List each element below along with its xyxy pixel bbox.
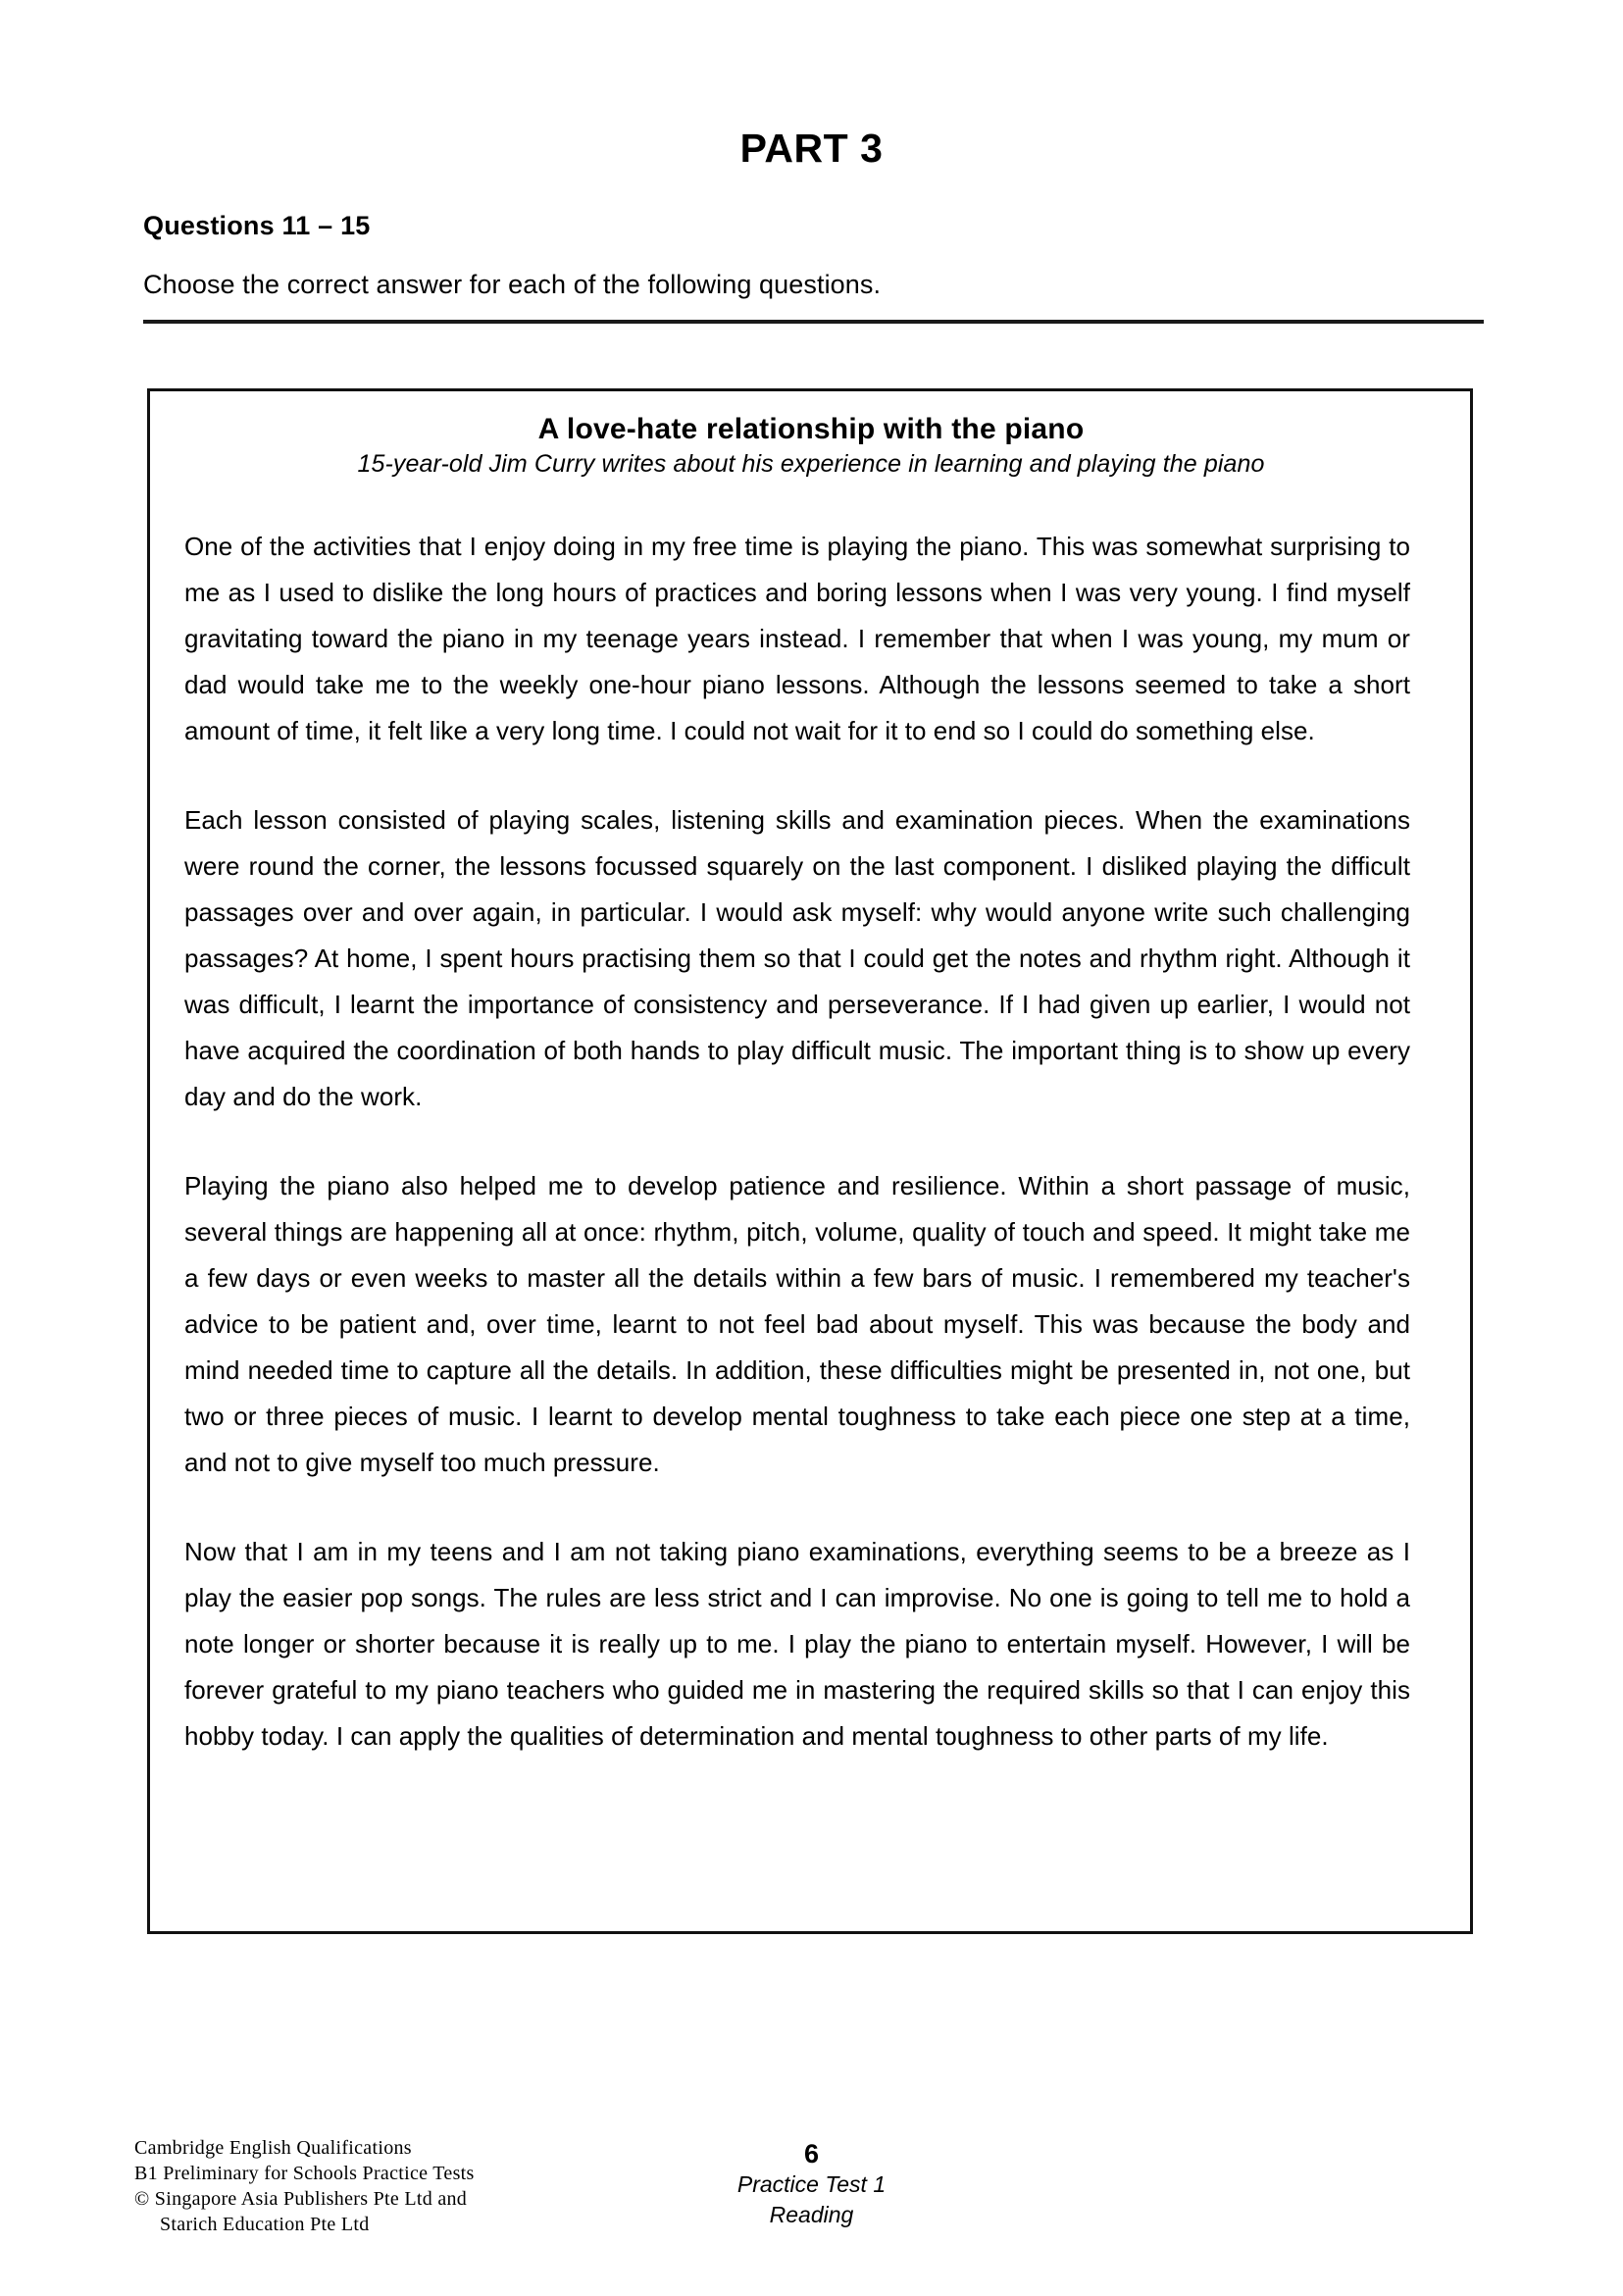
passage-paragraph: Playing the piano also helped me to develop patience and resilience. Within a short passage of music, several things are happening all at once: rhythm, pitch, volume, quality of touch and speed. It might take me a few days or even weeks to master all the details within a few bars of music. I remembered my teacher's advice to be patient and, over time, learnt to not feel bad about myself. This was because the body and mind needed time to capture all the details. In addition, these difficulties might be presented in, not one, but two or three pieces of music. I learnt to develop mental toughness to take each piece one step at a time, and not to give myself too much pressure.: [184, 1171, 1410, 1477]
footer-publisher-line-3: © Singapore Asia Publishers Pte Ltd and: [134, 2188, 468, 2210]
footer-publisher-line-1: Cambridge English Qualifications: [134, 2137, 412, 2159]
footer-publisher-line-2: B1 Preliminary for Schools Practice Tests: [134, 2163, 475, 2184]
passage-body: [184, 524, 1410, 1760]
footer-test-label: Practice Test 1: [736, 2171, 887, 2197]
page-title: PART 3: [739, 126, 884, 171]
passage-content: [178, 413, 1445, 1760]
passage-title: A love-hate relationship with the piano: [537, 413, 1085, 445]
footer-section-label: Reading: [769, 2202, 854, 2227]
footer-publisher-line-4: Starich Education Pte Ltd: [160, 2214, 370, 2235]
passage-paragraph: Each lesson consisted of playing scales, listening skills and examination pieces. When the examinations were round the corner, the lessons focussed squarely on the last component. I disliked playing the difficult passages over and over again, in particular. I would ask myself: why would anyone write such challenging passages? At home, I spent hours practising them so that I could get the notes and rhythm right. Although it was difficult, I learnt the importance of consistency and perseverance. If I had given up earlier, I would not have acquired the coordination of both hands to play difficult music. The important thing is to show up every day and do the work.: [184, 805, 1410, 1111]
page-number: 6: [803, 2139, 820, 2168]
reading-passage-box: [147, 388, 1473, 1934]
instruction-text: Choose the correct answer for each of the following questions.: [143, 270, 882, 299]
passage-paragraph: Now that I am in my teens and I am not taking piano examinations, everything seems to be a breeze as I play the easier pop songs. The rules are less strict and I can improvise. No one is going to tell me to hold a note longer or shorter because it is really up to me. I play the piano to entertain myself. However, I will be forever grateful to my piano teachers who guided me in mastering the required skills so that I can enjoy this hobby today. I can apply the qualities of determination and mental toughness to other parts of my life.: [184, 1537, 1410, 1751]
questions-range-label: Questions 11 – 15: [143, 211, 371, 240]
passage-paragraph: One of the activities that I enjoy doing in my free time is playing the piano. This was somewhat surprising to me as I used to dislike the long hours of practices and boring lessons when I was very young. I find myself gravitating toward the piano in my teenage years instead. I remember that when I was young, my mum or dad would take me to the weekly one-hour piano lessons. Although the lessons seemed to take a short amount of time, it felt like a very long time. I could not wait for it to end so I could do something else.: [184, 532, 1410, 745]
passage-subtitle: 15-year-old Jim Curry writes about his experience in learning and playing the piano: [357, 450, 1265, 478]
header-divider: [143, 320, 1484, 324]
footer-page-block: [0, 2138, 1623, 2230]
